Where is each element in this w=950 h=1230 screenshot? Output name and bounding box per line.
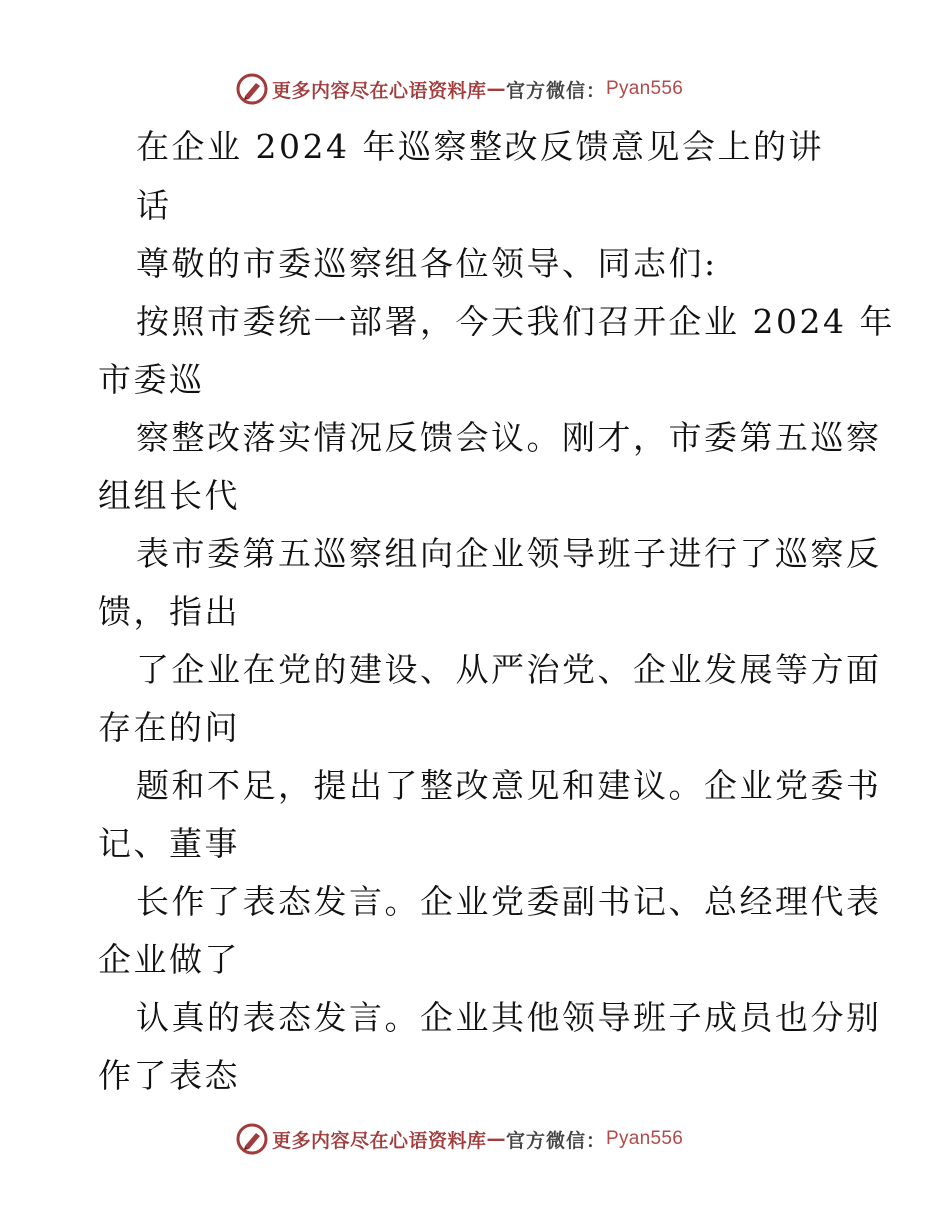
watermark-site: 更多内容尽在心语资料库 bbox=[272, 1129, 487, 1152]
body-line: 了企业在党的建设、从严治党、企业发展等方面 bbox=[136, 650, 882, 689]
body-line: 察整改落实情况反馈会议。刚才，市委第五巡察 bbox=[136, 418, 882, 457]
body-line: 按照市委统一部署，今天我们召开企业 2024 年 bbox=[136, 302, 895, 341]
title-line-2: 话 bbox=[136, 186, 172, 225]
body-line: 长作了表态发言。企业党委副书记、总经理代表 bbox=[136, 882, 882, 921]
body-line: 表市委第五巡察组向企业领导班子进行了巡察反 bbox=[136, 534, 882, 573]
body-line: 企业做了 bbox=[98, 940, 240, 979]
title-line-1: 在企业 2024 年巡察整改反馈意见会上的讲 bbox=[136, 127, 824, 166]
body-line: 市委巡 bbox=[98, 360, 205, 399]
body-line: 存在的问 bbox=[98, 708, 240, 747]
watermark-label: 官方微信： bbox=[506, 1129, 607, 1152]
pen-logo-icon bbox=[236, 1123, 268, 1155]
salutation: 尊敬的市委巡察组各位领导、同志们: bbox=[136, 244, 718, 283]
watermark-label: 官方微信： bbox=[506, 79, 607, 102]
pen-logo-icon bbox=[236, 73, 268, 105]
header-watermark bbox=[236, 72, 683, 106]
watermark-account: Pyan556 bbox=[606, 1128, 684, 1149]
body-line: 题和不足，提出了整改意见和建议。企业党委书 bbox=[136, 766, 882, 805]
watermark-dash: — bbox=[486, 78, 507, 100]
footer-watermark bbox=[236, 1122, 683, 1156]
body-line: 认真的表态发言。企业其他领导班子成员也分别 bbox=[136, 998, 882, 1037]
body-line: 馈，指出 bbox=[98, 592, 240, 631]
body-line: 记、董事 bbox=[98, 824, 240, 863]
body-line: 组组长代 bbox=[98, 476, 240, 515]
body-line: 作了表态 bbox=[98, 1056, 240, 1095]
watermark-account: Pyan556 bbox=[606, 78, 684, 99]
watermark-dash: — bbox=[486, 1128, 507, 1150]
watermark-site: 更多内容尽在心语资料库 bbox=[272, 79, 487, 102]
